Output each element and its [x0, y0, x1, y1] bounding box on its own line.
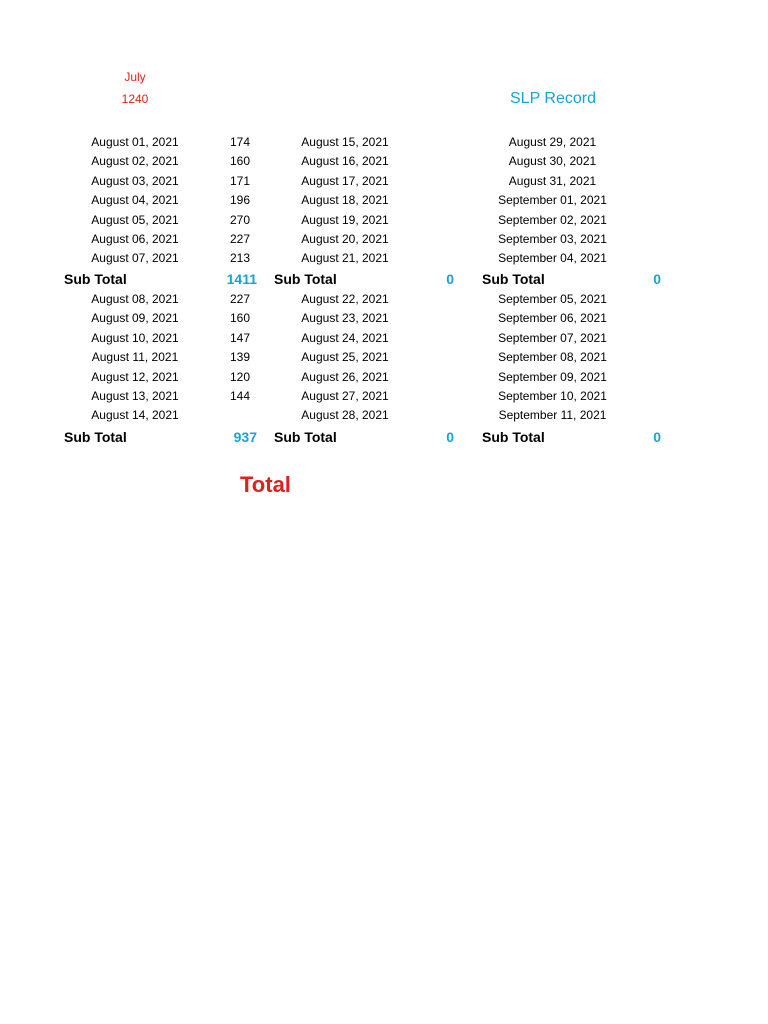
value-cell: 120: [229, 369, 251, 384]
subtotal-label: Sub Total: [482, 271, 545, 287]
date-cell: September 11, 2021: [498, 408, 607, 423]
date-cell: August 29, 2021: [508, 135, 597, 149]
date-cell: August 03, 2021: [91, 173, 179, 188]
date-cell: August 20, 2021: [301, 232, 389, 246]
value-cell: [640, 249, 680, 268]
value-cell: 144: [229, 389, 251, 403]
date-cell: August 06, 2021: [91, 232, 179, 246]
subtotal-value: 937: [233, 429, 257, 445]
date-cell: August 17, 2021: [301, 173, 389, 188]
date-cell: August 11, 2021: [91, 350, 179, 365]
value-cell: [640, 211, 680, 230]
value-cell: [640, 230, 680, 249]
subtotal-label: Sub Total: [274, 429, 337, 445]
date-cell: August 13, 2021: [91, 389, 179, 403]
date-cell: August 15, 2021: [301, 135, 389, 149]
date-cell: August 10, 2021: [91, 330, 179, 345]
value-cell: 196: [229, 193, 251, 208]
value-cell: [430, 211, 470, 230]
date-cell: August 23, 2021: [301, 311, 389, 326]
value-cell: 160: [229, 311, 251, 326]
value-cell: [430, 348, 470, 367]
value-cell: 270: [229, 212, 251, 227]
date-cell: August 26, 2021: [301, 369, 389, 384]
value-cell: [430, 133, 470, 152]
value-cell: 174: [229, 135, 251, 149]
subtotal-value: 0: [446, 429, 454, 445]
date-cell: August 31, 2021: [508, 173, 597, 188]
subtotal-label: Sub Total: [64, 429, 127, 445]
value-cell: 171: [229, 173, 251, 188]
value-cell: [640, 348, 680, 367]
date-cell: August 25, 2021: [301, 350, 389, 365]
value-cell: 147: [229, 330, 251, 345]
date-cell: August 16, 2021: [301, 154, 389, 169]
date-cell: August 28, 2021: [301, 408, 389, 423]
date-cell: September 08, 2021: [498, 350, 607, 365]
date-cell: August 21, 2021: [301, 251, 389, 266]
date-cell: August 30, 2021: [508, 154, 597, 169]
value-cell: [430, 152, 470, 171]
month-label: July: [124, 70, 146, 84]
date-cell: September 06, 2021: [498, 311, 607, 326]
total-label: Total: [240, 472, 291, 497]
subtotal-label: Sub Total: [64, 271, 127, 287]
date-cell: August 18, 2021: [301, 193, 389, 208]
value-cell: [430, 249, 470, 268]
date-cell: August 08, 2021: [91, 292, 179, 306]
value-cell: [430, 368, 470, 387]
value-cell: [640, 152, 680, 171]
value-cell: 160: [229, 154, 251, 169]
value-cell: 227: [229, 232, 251, 246]
subtotal-value: 0: [446, 271, 454, 287]
value-cell: [640, 406, 680, 425]
date-cell: August 02, 2021: [91, 154, 179, 169]
date-cell: August 22, 2021: [301, 292, 389, 306]
value-cell: [640, 172, 680, 191]
page-title: SLP Record: [510, 90, 596, 107]
value-cell: 227: [229, 292, 251, 306]
value-cell: [220, 406, 260, 425]
value-cell: [640, 290, 680, 309]
date-cell: August 05, 2021: [91, 212, 179, 227]
date-cell: August 27, 2021: [301, 389, 389, 403]
value-cell: [640, 329, 680, 348]
value-cell: [430, 172, 470, 191]
date-cell: August 14, 2021: [91, 408, 179, 423]
value-cell: [430, 406, 470, 425]
subtotal-label: Sub Total: [482, 429, 545, 445]
subtotal-value: 0: [653, 429, 661, 445]
subtotal-value: 1411: [226, 271, 257, 287]
value-cell: [640, 191, 680, 210]
value-cell: [640, 133, 680, 152]
date-cell: September 03, 2021: [498, 232, 607, 246]
value-cell: [430, 230, 470, 249]
date-cell: August 07, 2021: [91, 251, 179, 266]
value-cell: [430, 191, 470, 210]
date-cell: August 01, 2021: [91, 135, 179, 149]
date-cell: September 04, 2021: [498, 251, 607, 266]
value-cell: [430, 290, 470, 309]
date-cell: September 10, 2021: [498, 389, 607, 403]
subtotal-value: 0: [653, 271, 661, 287]
date-cell: September 09, 2021: [498, 369, 607, 384]
value-cell: 213: [229, 251, 251, 266]
date-cell: August 12, 2021: [91, 369, 179, 384]
date-cell: September 05, 2021: [498, 292, 607, 306]
date-cell: August 19, 2021: [301, 212, 389, 227]
date-cell: August 24, 2021: [301, 330, 389, 345]
value-cell: [640, 368, 680, 387]
subtotal-label: Sub Total: [274, 271, 337, 287]
value-cell: [430, 387, 470, 406]
date-cell: September 07, 2021: [498, 330, 607, 345]
value-cell: [430, 309, 470, 328]
date-cell: August 04, 2021: [91, 193, 179, 208]
value-cell: [640, 309, 680, 328]
date-cell: September 01, 2021: [498, 193, 607, 208]
date-cell: September 02, 2021: [498, 212, 607, 227]
value-cell: [640, 387, 680, 406]
value-cell: 139: [229, 350, 251, 365]
date-cell: August 09, 2021: [91, 311, 179, 326]
value-cell: [430, 329, 470, 348]
month-value: 1240: [121, 92, 149, 106]
